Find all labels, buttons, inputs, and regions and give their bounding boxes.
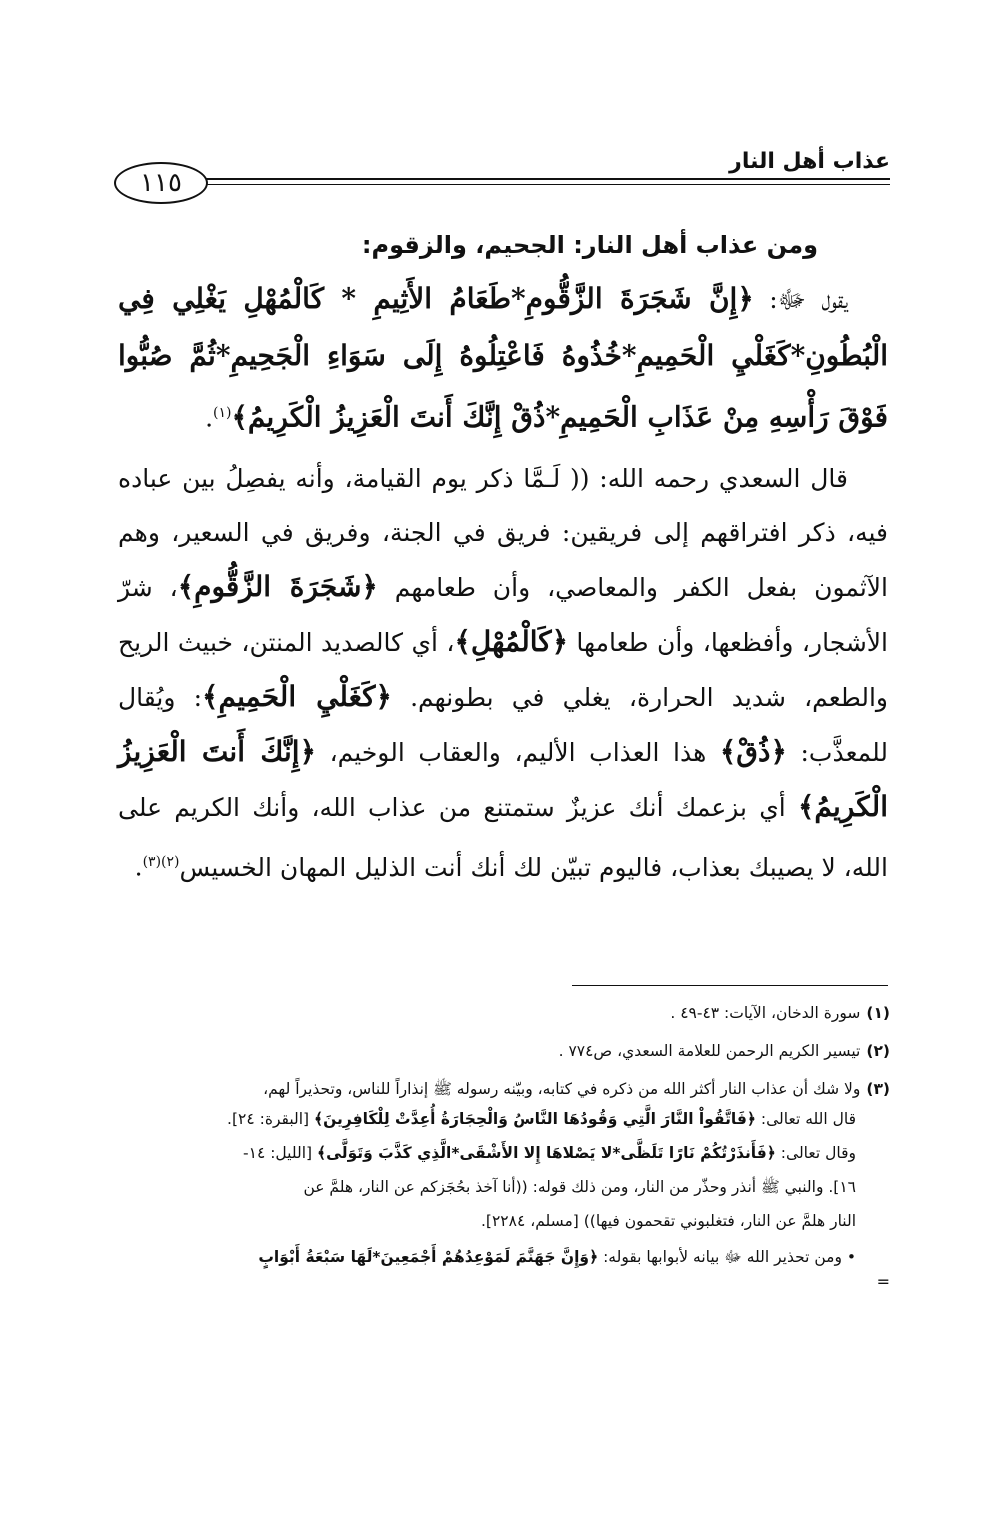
footnote-1 <box>118 998 890 1028</box>
footnote-3-line-2 <box>118 1104 890 1134</box>
quran-quote: ﴿شَجَرَةَ الزَّقُّومِ﴾ <box>177 570 378 604</box>
footnote-number: (٢) <box>866 1042 890 1060</box>
footnote-quran: ﴿فَاتَّقُواْ النَّارَ الَّتِي وَقُودُهَا النَّاسُ وَالْحِجَارَةُ أُعِدَّتْ لِلْكَافِرِينَ﴾ <box>314 1110 756 1128</box>
footnote-number: (٣) <box>866 1080 890 1098</box>
page-header <box>114 148 890 196</box>
tafsir-text: أي بزعمك أنك عزيزٌ ستمتنع من عذاب الله، وأنك الكريم على الله، لا يصيبك بعذاب، فاليوم تبيّن لك أنك أنت الذليل المهان الخسيس <box>118 793 888 882</box>
footnote-number: (١) <box>866 1004 890 1022</box>
tafsir-text: هذا العذاب الأليم، والعقاب الوخيم، <box>315 738 720 768</box>
tafsir-paragraph <box>118 452 888 894</box>
footnote-text: سورة الدخان، الآيات: ٤٣-٤٩ . <box>670 1004 861 1022</box>
footnote-mark: (٢)(٣) <box>142 854 180 871</box>
footnote-text: • ومن تحذير الله ﷻ بيانه لأبوابها بقوله: <box>598 1248 856 1266</box>
tafsir-text: قال السعدي رحمه الله: (( لَـمَّا ذكر يوم القيامة، وأنه يفصِلُ بين عباده فيه، ذكر افتراقهم إلى فريقين: فريق في الجنة، وفريق في السعير، وهم الآثمون بفعل الكفر والمعاصي، وأن طعامهم <box>118 464 888 603</box>
running-title: عذاب أهل النار <box>729 149 890 174</box>
footnote-reference: [الليل: ١٤- <box>243 1144 317 1162</box>
footnote-text: وقال تعالى: <box>775 1144 856 1162</box>
page-number-badge: ١١٥ <box>114 162 208 204</box>
quran-quote: ﴿إِنَّكَ أَنتَ الْعَزِيزُ الْكَرِيمُ﴾ <box>118 735 888 824</box>
header-rule-thin <box>198 184 890 185</box>
footnote-2 <box>118 1036 890 1066</box>
verse-intro: يقول ﷻ: <box>769 285 848 314</box>
footnotes <box>118 998 890 1292</box>
tafsir-text: : ويُقال للمعذَّب: <box>118 683 888 768</box>
footnote-3 <box>118 1074 890 1104</box>
footnote-3-line-3 <box>118 1138 890 1168</box>
footnote-mark: (١) <box>213 405 232 421</box>
footnote-text: قال الله تعالى: <box>755 1110 856 1128</box>
tafsir-body <box>118 464 888 881</box>
tafsir-end: . <box>134 852 143 882</box>
tafsir-text: ، شرّ الأشجار، وأفظعها، وأن طعامها <box>118 573 888 658</box>
section-heading: ومن عذاب أهل النار: الجحيم، والزقوم: <box>361 231 818 259</box>
verse-paragraph <box>118 271 888 446</box>
main-text <box>118 225 888 895</box>
header-rule <box>198 178 890 180</box>
footnote-divider <box>572 985 888 986</box>
footnote-reference: [البقرة: ٢٤]. <box>227 1110 315 1128</box>
footnote-text: تيسير الكريم الرحمن للعلامة السعدي، ص٧٧٤ . <box>558 1042 861 1060</box>
quran-quote: ﴿ذُقْ﴾ <box>719 735 787 769</box>
footnote-quran: ﴿وَإِنَّ جَهَنَّمَ لَمَوْعِدُهُمْ أَجْمَعِينَ*لَهَا سَبْعَةُ أَبْوَابٍ <box>258 1248 599 1266</box>
verse-end: . <box>205 403 214 433</box>
footnote-text: ولا شك أن عذاب النار أكثر الله من ذكره في كتابه، وبيّنه رسوله ﷺ إنذاراً للناس، وتحذيراً لهم، <box>263 1080 861 1098</box>
continuation-mark: = <box>876 1272 890 1291</box>
footnote-3-line-5: النار هلمَّ عن النار، فتغلبوني تقحمون فيها)) [مسلم، ٢٢٨٤]. <box>480 1212 856 1230</box>
footnote-3-line-4: ١٦]. والنبي ﷺ أنذر وحذّر من النار، ومن ذلك قوله: ((أنا آخذ بحُجَزكم عن النار، هلمَّ عن <box>303 1178 856 1196</box>
quran-verse: ﴿إِنَّ شَجَرَةَ الزَّقُّومِ*طَعَامُ الأَثِيمِ * كَالْمُهْلِ يَغْلِي فِي الْبُطُونِ*كَغَلْيِ الْحَمِيمِ*خُذُوهُ فَاعْتِلُوهُ إِلَى سَوَاءِ الْجَحِيمِ*ثُمَّ صُبُّوا فَوْقَ رَأْسِهِ مِنْ عَذَابِ الْحَمِيمِ*ذُقْ إِنَّكَ أَنتَ الْعَزِيزُ الْكَرِيمُ﴾ <box>118 282 888 434</box>
quran-quote: ﴿كَغَلْيِ الْحَمِيمِ﴾ <box>202 680 392 714</box>
footnote-quran: ﴿فَأَنذَرْتُكُمْ نَارًا تَلَظَّى*لا يَصْلاهَا إِلا الأَشْقَى*الَّذِي كَذَّبَ وَتَوَلَّى﴾ <box>316 1144 776 1162</box>
tafsir-text: ، أي كالصديد المنتن، خبيث الريح والطعم، شديد الحرارة، يغلي في بطونهم. <box>118 628 888 713</box>
footnote-bullet <box>118 1242 890 1272</box>
quran-quote: ﴿كَالْمُهْلِ﴾ <box>454 625 568 659</box>
